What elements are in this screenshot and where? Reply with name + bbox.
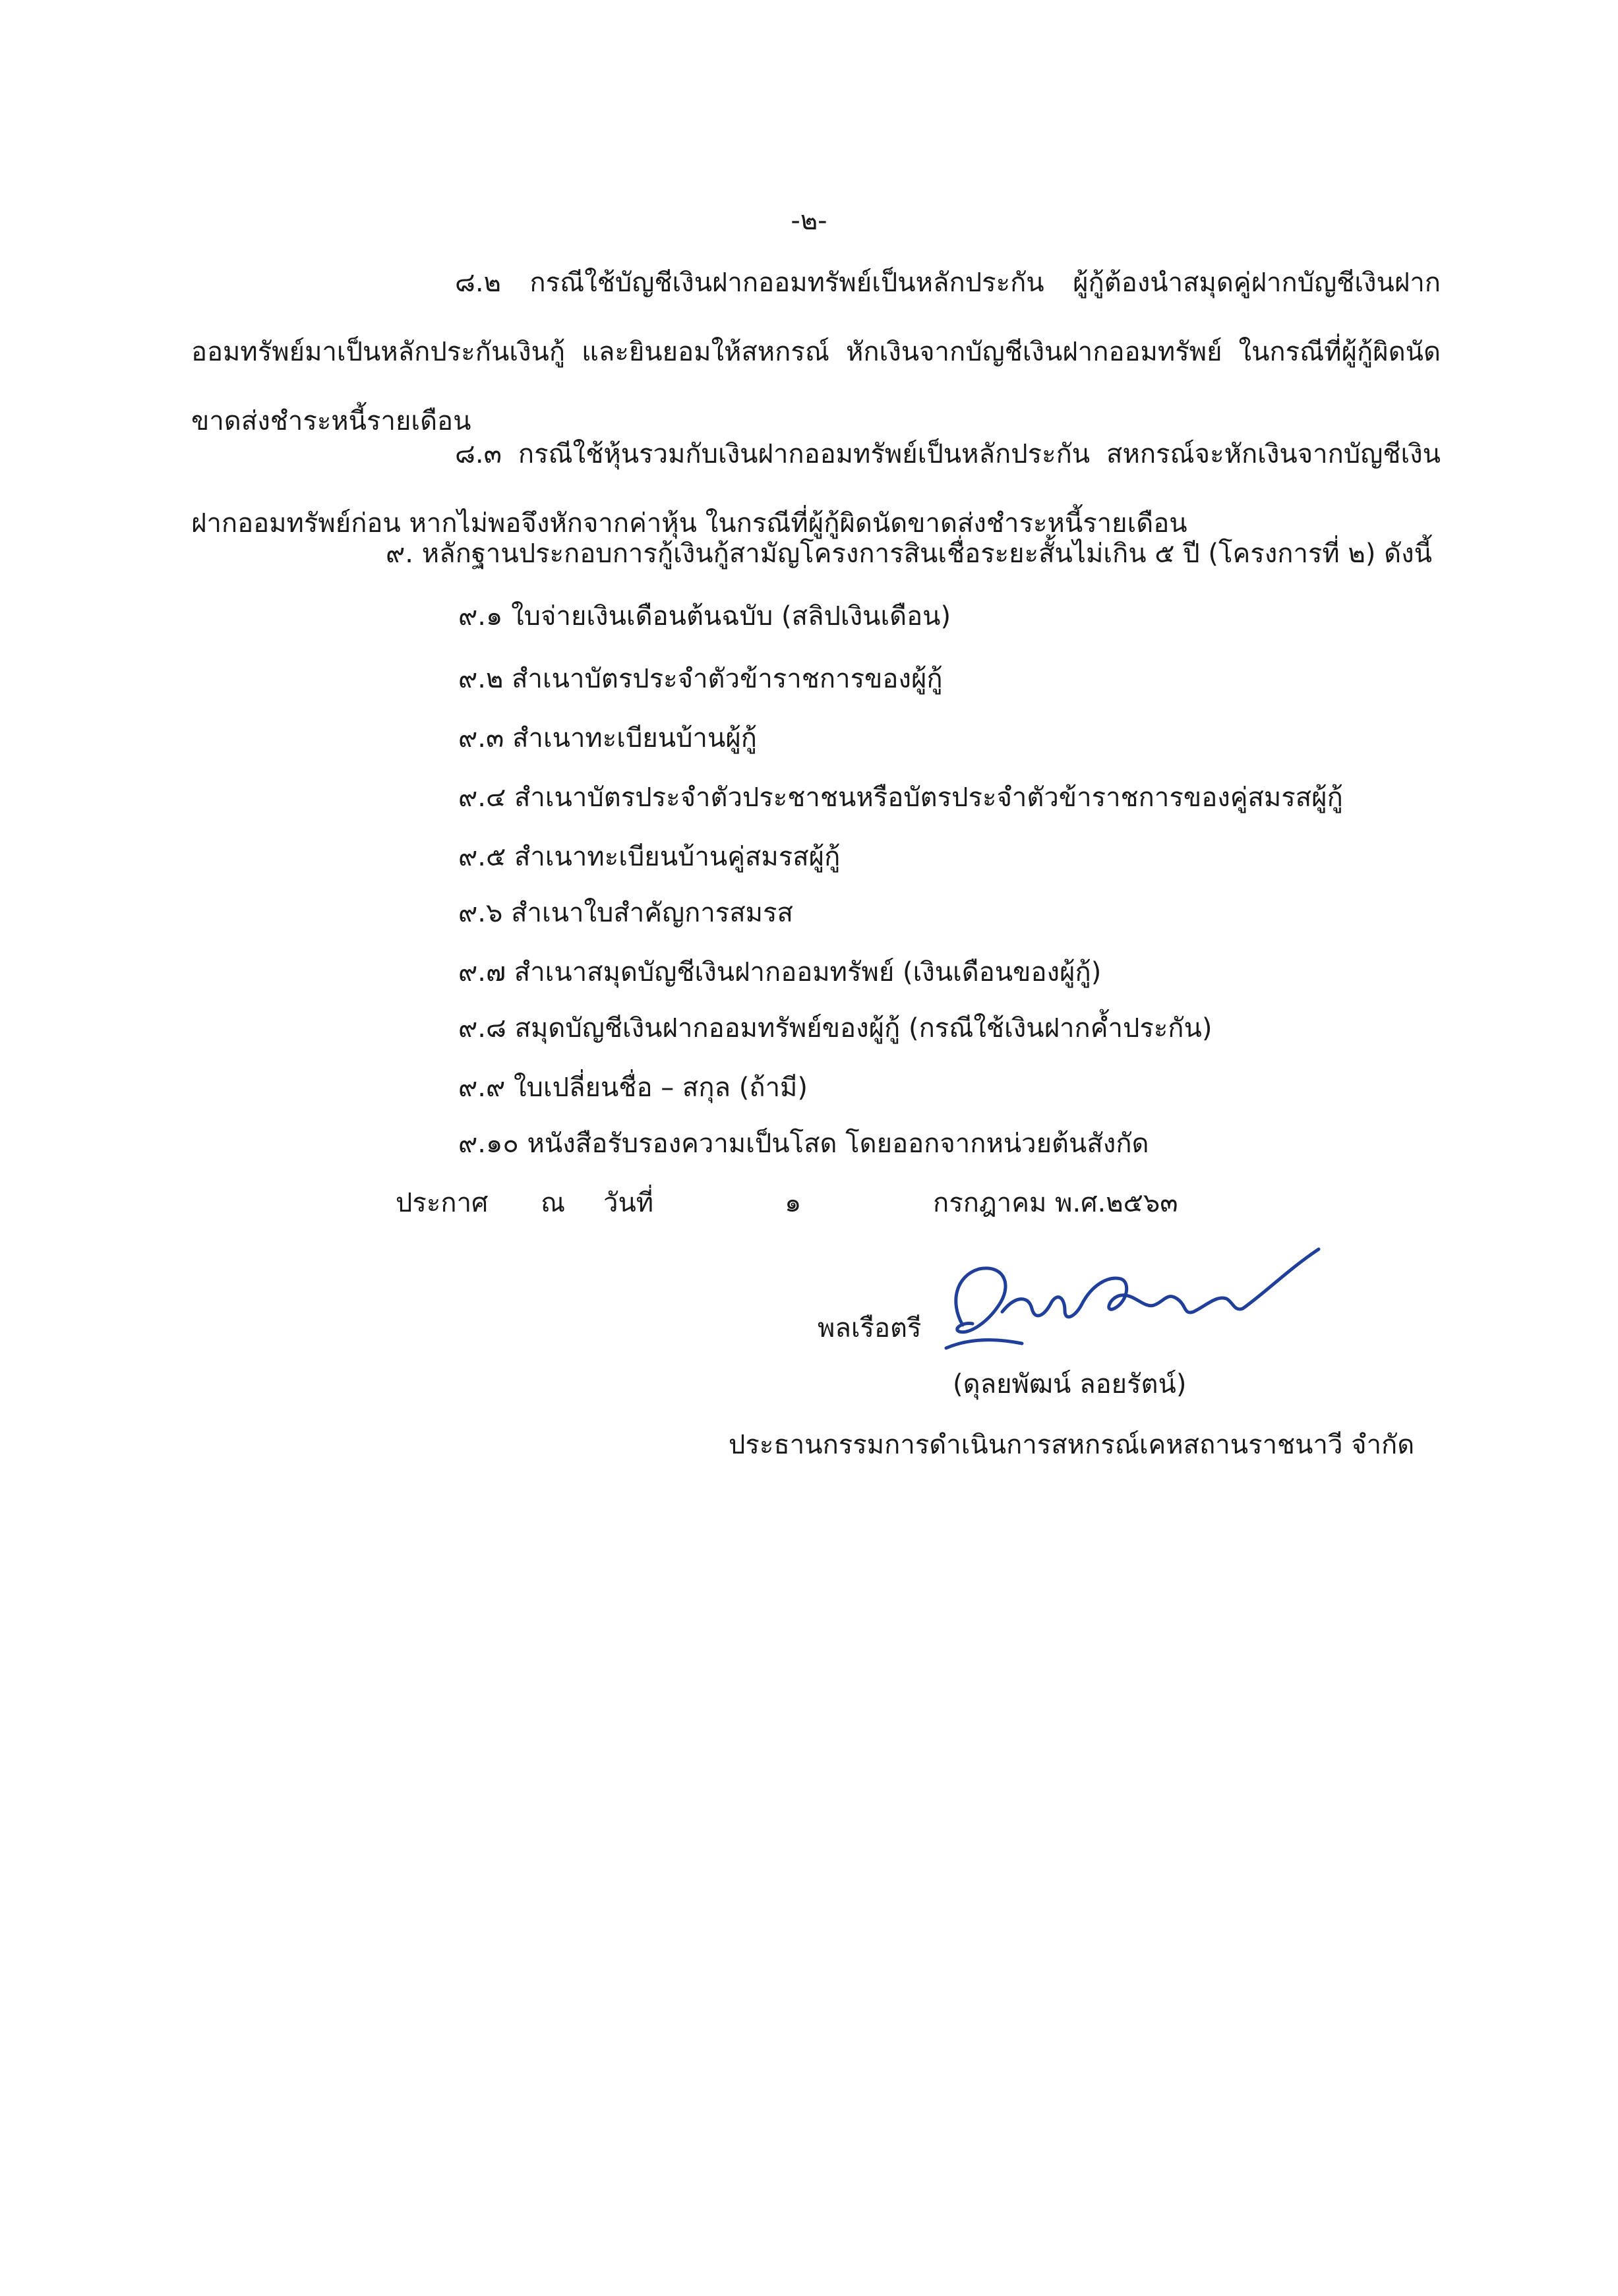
announce-at: ณ [541,1188,566,1218]
clause-9-9: ๙.๙ ใบเปลี่ยนชื่อ – สกุล (ถ้ามี) [458,1073,808,1103]
announce-date-label: วันที่ [603,1188,654,1218]
clause-8-2: ๘.๒ กรณีใช้บัญชีเงินฝากออมทรัพย์เป็นหลักประกัน ผู้กู้ต้องนำสมุดคู่ฝากบัญชีเงินฝากออมทรัพย์มาเป็นหลักประกันเงินกู้ และยินยอมให้สหกรณ์ หักเงินจากบัญชีเงินฝากออมทรัพย์ ในกรณีที่ผู้กู้ผิดนัดขาดส่งชำระหนี้รายเดือน [191,268,1441,436]
clause-9-4: ๙.๔ สำเนาบัตรประจำตัวประชาชนหรือบัตรประจำตัวข้าราชการของคู่สมรสผู้กู้ [458,782,1343,813]
page-number: -๒- [791,206,827,236]
signatory-position: ประธานกรรมการดำเนินการสหกรณ์เคหสถานราชนาวี จำกัด [729,1430,1415,1460]
announce-day: ๑ [785,1188,802,1218]
handwritten-signature [923,1239,1332,1358]
clause-9-10: ๙.๑๐ หนังสือรับรองความเป็นโสด โดยออกจากหน่วยต้นสังกัด [458,1129,1149,1159]
clause-9-6: ๙.๖ สำเนาใบสำคัญการสมรส [458,898,793,928]
signatory-name: (ดุลยพัฒน์ ลอยรัตน์) [953,1369,1187,1399]
announce-label: ประกาศ [396,1188,489,1218]
clause-9-7: ๙.๗ สำเนาสมุดบัญชีเงินฝากออมทรัพย์ (เงินเดือนของผู้กู้) [458,957,1102,987]
clause-9-1: ๙.๑ ใบจ่ายเงินเดือนต้นฉบับ (สลิปเงินเดือน) [458,601,951,632]
clause-9-2: ๙.๒ สำเนาบัตรประจำตัวข้าราชการของผู้กู้ [458,664,943,694]
clause-9-8: ๙.๘ สมุดบัญชีเงินฝากออมทรัพย์ของผู้กู้ (กรณีใช้เงินฝากค้ำประกัน) [458,1013,1213,1044]
clause-9-3: ๙.๓ สำเนาทะเบียนบ้านผู้กู้ [458,723,757,753]
clause-9-5: ๙.๕ สำเนาทะเบียนบ้านคู่สมรสผู้กู้ [458,842,841,872]
clause-9-heading: ๙. หลักฐานประกอบการกู้เงินกู้สามัญโครงการสินเชื่อระยะสั้นไม่เกิน ๕ ปี (โครงการที่ ๒) ดังนี้ [386,539,1433,569]
announce-month-year: กรกฎาคม พ.ศ.๒๕๖๓ [933,1188,1178,1218]
clause-8-3: ๘.๓ กรณีใช้หุ้นรวมกับเงินฝากออมทรัพย์เป็นหลักประกัน สหกรณ์จะหักเงินจากบัญชีเงินฝากออมทรัพย์ก่อน หากไม่พอจึงหักจากค่าหุ้น ในกรณีที่ผู้กู้ผิดนัดขาดส่งชำระหนี้รายเดือน [191,439,1441,539]
signatory-rank: พลเรือตรี [818,1313,922,1343]
